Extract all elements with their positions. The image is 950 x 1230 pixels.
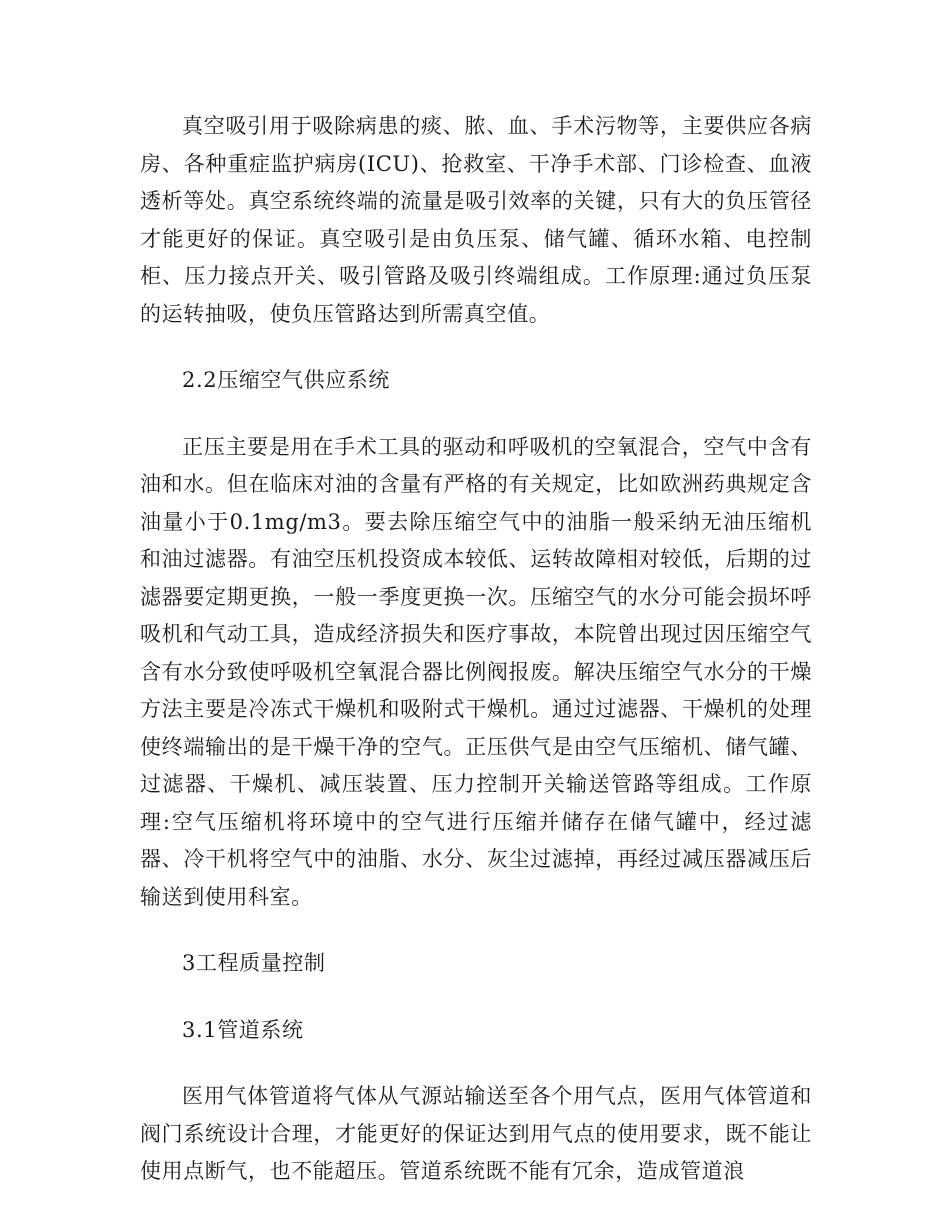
paragraph-compressed-air: 正压主要是用在手术工具的驱动和呼吸机的空氧混合，空气中含有油和水。但在临床对油的含量有严格的有关规定，比如欧洲药典规定含油量小于0.1mg/m3。要去除压缩空气中的油脂一般采纳无油压缩机和油过滤器。有油空压机投资成本较低、运转故障相对较低，后期的过滤器要定期更换，一般一季度更换一次。压缩空气的水分可能会损坏呼吸机和气动工具，造成经济损失和医疗事故，本院曾出现过因压缩空气含有水分致使呼吸机空氧混合器比例阀报废。解决压缩空气水分的干燥方法主要是冷冻式干燥机和吸附式干燥机。通过过滤器、干燥机的处理使终端输出的是干燥干净的空气。正压供气是由空气压缩机、储气罐、过滤器、干燥机、减压装置、压力控制开关输送管路等组成。工作原理:空气压缩机将环境中的空气进行压缩并储存在储气罐中，经过滤器、冷干机将空气中的油脂、水分、灰尘过滤掉，再经过减压器减压后输送到使用科室。 (140, 434, 812, 909)
document-body (140, 108, 812, 1220)
section-heading-3: 3工程质量控制 (182, 951, 326, 975)
paragraph-vacuum-suction: 真空吸引用于吸除病患的痰、脓、血、手术污物等，主要供应各病房、各种重症监护病房(ICU)、抢救室、干净手术部、门诊检查、血液透析等处。真空系统终端的流量是吸引效率的关键，只有大的负压管径才能更好的保证。真空吸引是由负压泵、储气罐、循环水箱、电控制柜、压力接点开关、吸引管路及吸引终端组成。工作原理:通过负压泵的运转抽吸，使负压管路达到所需真空值。 (140, 114, 812, 326)
section-heading-3-1: 3.1管道系统 (182, 1017, 304, 1042)
paragraph-pipeline-system: 医用气体管道将气体从气源站输送至各个用气点，医用气体管道和阀门系统设计合理，才能更好的保证达到用气点的使用要求，既不能让使用点断气，也不能超压。管道系统既不能有冗余，造成管道浪 (140, 1084, 812, 1183)
section-heading-2-2: 2.2压缩空气供应系统 (182, 368, 390, 392)
